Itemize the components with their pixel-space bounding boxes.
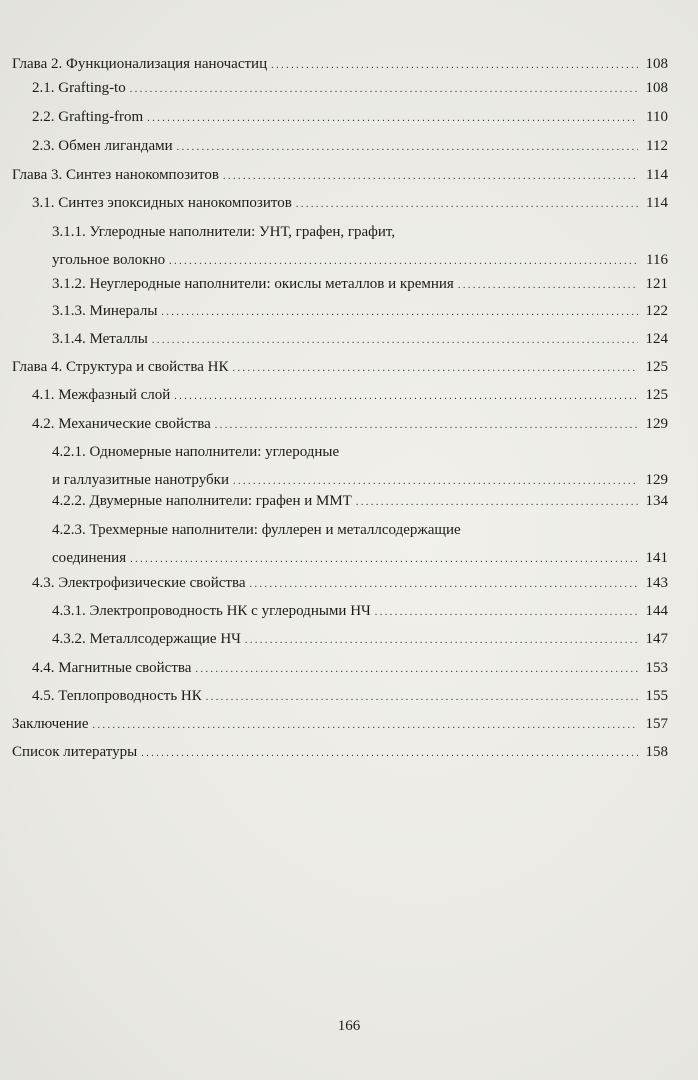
toc-entry (12, 627, 668, 651)
toc-entry-title: 4.2. Механические свойства (32, 416, 211, 432)
toc-entry-title-continuation: соединения (52, 550, 127, 566)
dot-leader (174, 383, 638, 409)
toc-entry-page: 157 (645, 716, 668, 732)
toc-entry (12, 656, 668, 680)
toc-entry-title: Заключение (12, 716, 89, 732)
dot-leader (152, 327, 638, 353)
dot-leader (130, 546, 638, 572)
toc-entry-title: 4.3.2. Металлсодержащие НЧ (52, 631, 241, 647)
dot-leader (271, 52, 638, 78)
dot-leader (195, 656, 638, 682)
toc-entry-page: 121 (645, 276, 668, 292)
toc-entry-title: 3.1.4. Металлы (52, 331, 148, 347)
toc-entry (12, 105, 668, 129)
dot-leader (147, 105, 638, 131)
dot-leader (206, 684, 638, 710)
toc-entry-page: 155 (645, 688, 668, 704)
toc-entry-title: 2.2. Grafting-from (32, 109, 144, 125)
toc-entry (12, 599, 668, 623)
toc-entry-page: 141 (645, 550, 668, 566)
toc-entry (12, 684, 668, 708)
dot-leader (141, 740, 638, 766)
toc-entry (12, 740, 668, 764)
dot-leader (296, 191, 638, 217)
dot-leader (130, 76, 638, 102)
toc-entry (12, 327, 668, 351)
toc-entry-page: 125 (645, 359, 668, 375)
toc-entry-title: 4.2.3. Трехмерные наполнители: фуллерен и металлсодержащие (52, 522, 461, 538)
toc-entry (12, 191, 668, 215)
toc-entry-page: 129 (645, 416, 668, 432)
toc-entry (12, 220, 668, 272)
toc-entry-page: 110 (646, 109, 668, 125)
toc-entry (12, 712, 668, 736)
toc-entry (12, 355, 668, 379)
toc-entry-page: 124 (645, 331, 668, 347)
toc-entry-title: 4.2.2. Двумерные наполнители: графен и ММТ (52, 493, 352, 509)
toc-entry (12, 412, 668, 436)
toc-entry-title: 3.1. Синтез эпоксидных нанокомпозитов (32, 195, 292, 211)
toc-entry (12, 299, 668, 323)
toc-entry-page: 122 (645, 303, 668, 319)
dot-leader (223, 163, 638, 189)
dot-leader (356, 489, 638, 515)
toc-entry (12, 571, 668, 595)
toc-entry-page: 143 (645, 575, 668, 591)
toc-entry-title: 3.1.3. Минералы (52, 303, 158, 319)
toc-entry (12, 518, 668, 570)
toc-entry-page: 108 (645, 80, 668, 96)
toc-entry-title: 3.1.1. Углеродные наполнители: УНТ, графен, графит, (52, 224, 396, 240)
toc-entry (12, 76, 668, 100)
toc-entry-title: 4.1. Межфазный слой (32, 387, 171, 403)
toc-entry-title: 4.4. Магнитные свойства (32, 660, 192, 676)
toc-entry-title: 4.3.1. Электропроводность НК с углеродными НЧ (52, 603, 371, 619)
dot-leader (232, 355, 638, 381)
toc-entry (12, 440, 668, 492)
dot-leader (375, 599, 638, 625)
toc-entry-title: 2.1. Grafting-to (32, 80, 126, 96)
toc-entry-title: 2.3. Обмен лигандами (32, 138, 173, 154)
toc-entry-page: 129 (645, 472, 668, 488)
dot-leader (458, 272, 638, 298)
toc-entry-title-continuation: угольное волокно (52, 252, 166, 268)
dot-leader (177, 134, 638, 160)
page-number: 166 (337, 1018, 361, 1034)
toc-entry-title: Глава 2. Функционализация наночастиц (12, 56, 268, 72)
dot-leader (169, 248, 638, 274)
toc-entry-title: 3.1.2. Неуглеродные наполнители: окислы металлов и кремния (52, 276, 454, 292)
toc-entry-title: 4.3. Электрофизические свойства (32, 575, 246, 591)
toc-entry-page: 158 (645, 744, 668, 760)
toc-entry-page: 116 (646, 252, 668, 268)
toc-entry-page: 125 (645, 387, 668, 403)
toc-entry (12, 383, 668, 407)
dot-leader (245, 627, 638, 653)
dot-leader (161, 299, 638, 325)
toc-entry-page: 144 (645, 603, 668, 619)
dot-leader (215, 412, 638, 438)
toc-entry-title: 4.2.1. Одномерные наполнители: углеродные (52, 444, 340, 460)
toc-entry-page: 112 (646, 138, 668, 154)
toc-entry-page: 108 (645, 56, 668, 72)
toc-entry-page: 153 (645, 660, 668, 676)
toc-entry-title: Список литературы (12, 744, 138, 760)
dot-leader (250, 571, 638, 597)
toc-entry-page: 147 (645, 631, 668, 647)
toc-entry (12, 52, 668, 76)
toc-entry-title-continuation: и галлуазитные нанотрубки (52, 472, 229, 488)
toc-entry (12, 272, 668, 296)
toc-entry-title: 4.5. Теплопроводность НК (32, 688, 202, 704)
toc-entry-page: 114 (646, 195, 668, 211)
toc-entry (12, 489, 668, 513)
toc-entry-title: Глава 4. Структура и свойства НК (12, 359, 229, 375)
toc-entry (12, 163, 668, 187)
toc-entry-title: Глава 3. Синтез нанокомпозитов (12, 167, 219, 183)
dot-leader (93, 712, 639, 738)
toc-entry-page: 134 (645, 493, 668, 509)
toc-entry (12, 134, 668, 158)
toc-entry-page: 114 (646, 167, 668, 183)
